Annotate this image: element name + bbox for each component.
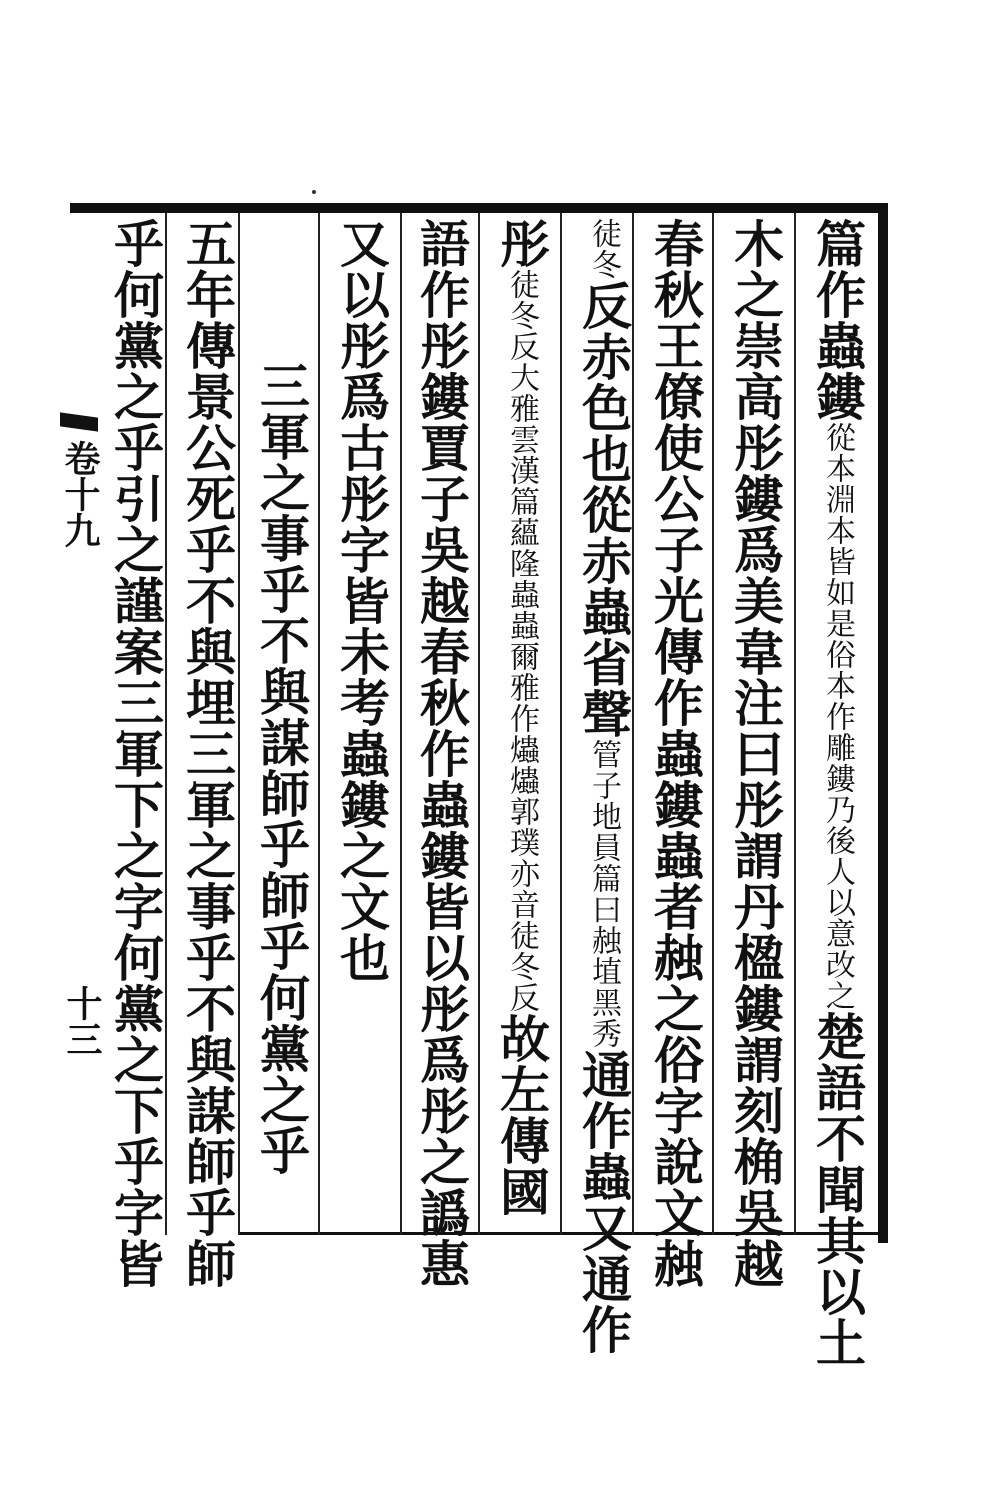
column-rule: [238, 213, 240, 1235]
column-main-text: 故左傳國: [492, 1013, 551, 1217]
column-rule: [400, 213, 402, 1235]
margin-block-mark: [60, 412, 98, 431]
column-main-text: 春秋王僚使公子光傳作蟲鏤蟲者赨之俗字說文赨: [646, 218, 705, 1289]
text-column-5: [492, 218, 551, 1217]
column-main-text: 乎何黨之乎引之謹案三軍下之字何黨之下乎字皆: [106, 218, 165, 1289]
column-main-text: 三軍之事乎不與謀師乎師乎何黨之乎: [252, 360, 311, 1176]
text-column-10: [106, 218, 165, 1289]
column-annotation: 管子地員篇曰赨埴黑秀: [586, 739, 621, 1049]
ink-speck: [312, 190, 316, 194]
column-main-text: 篇作蟲鏤: [808, 218, 867, 422]
frame-bottom-border: [238, 1232, 888, 1235]
column-main-text: 木之崇高彤鏤爲美韋注曰彤謂丹楹鏤謂刻桷吳越: [726, 218, 785, 1289]
column-annotation: 徒冬反大雅雲漢篇蘊隆蟲蟲爾雅作爞爞郭璞亦音徒冬反: [504, 269, 539, 1013]
text-column-8: [252, 360, 311, 1176]
column-main-text: 楚語不聞其以土: [808, 1011, 867, 1368]
frame-top-border: [70, 203, 888, 213]
column-rule: [712, 213, 714, 1235]
column-rule: [478, 213, 480, 1235]
column-main-text: 反赤色也從赤蟲省聲: [574, 280, 633, 739]
column-main-text: 五年傳景公死乎不與埋三軍之事乎不與謀師乎師: [178, 218, 237, 1289]
column-rule: [318, 213, 320, 1235]
text-column-4: [574, 218, 633, 1355]
text-column-2: [726, 218, 785, 1289]
frame-right-border: [878, 203, 888, 1243]
column-main-text: 彤: [492, 218, 551, 269]
column-rule: [794, 213, 796, 1235]
column-main-text: 又以彤爲古彤字皆未考蟲鏤之文也: [332, 218, 391, 983]
column-main-text: 語作彤鏤賈子吳越春秋作蟲鏤皆以彤爲彤之譌惠: [412, 218, 471, 1289]
page-number: 十三: [61, 985, 103, 1057]
text-column-1: [808, 218, 867, 1368]
column-rule: [165, 213, 167, 1235]
text-column-6: [412, 218, 471, 1289]
column-annotation: 徒冬: [586, 218, 621, 280]
column-rule: [560, 213, 562, 1235]
volume-label: 卷十九: [59, 440, 101, 548]
column-main-text: 通作蟲又通作: [574, 1049, 633, 1355]
text-column-3: [646, 218, 705, 1289]
column-annotation: 從本淵本皆如是俗本作雕鏤乃後人以意改之: [820, 422, 855, 1011]
text-column-7: [332, 218, 391, 983]
text-column-9: [178, 218, 237, 1289]
